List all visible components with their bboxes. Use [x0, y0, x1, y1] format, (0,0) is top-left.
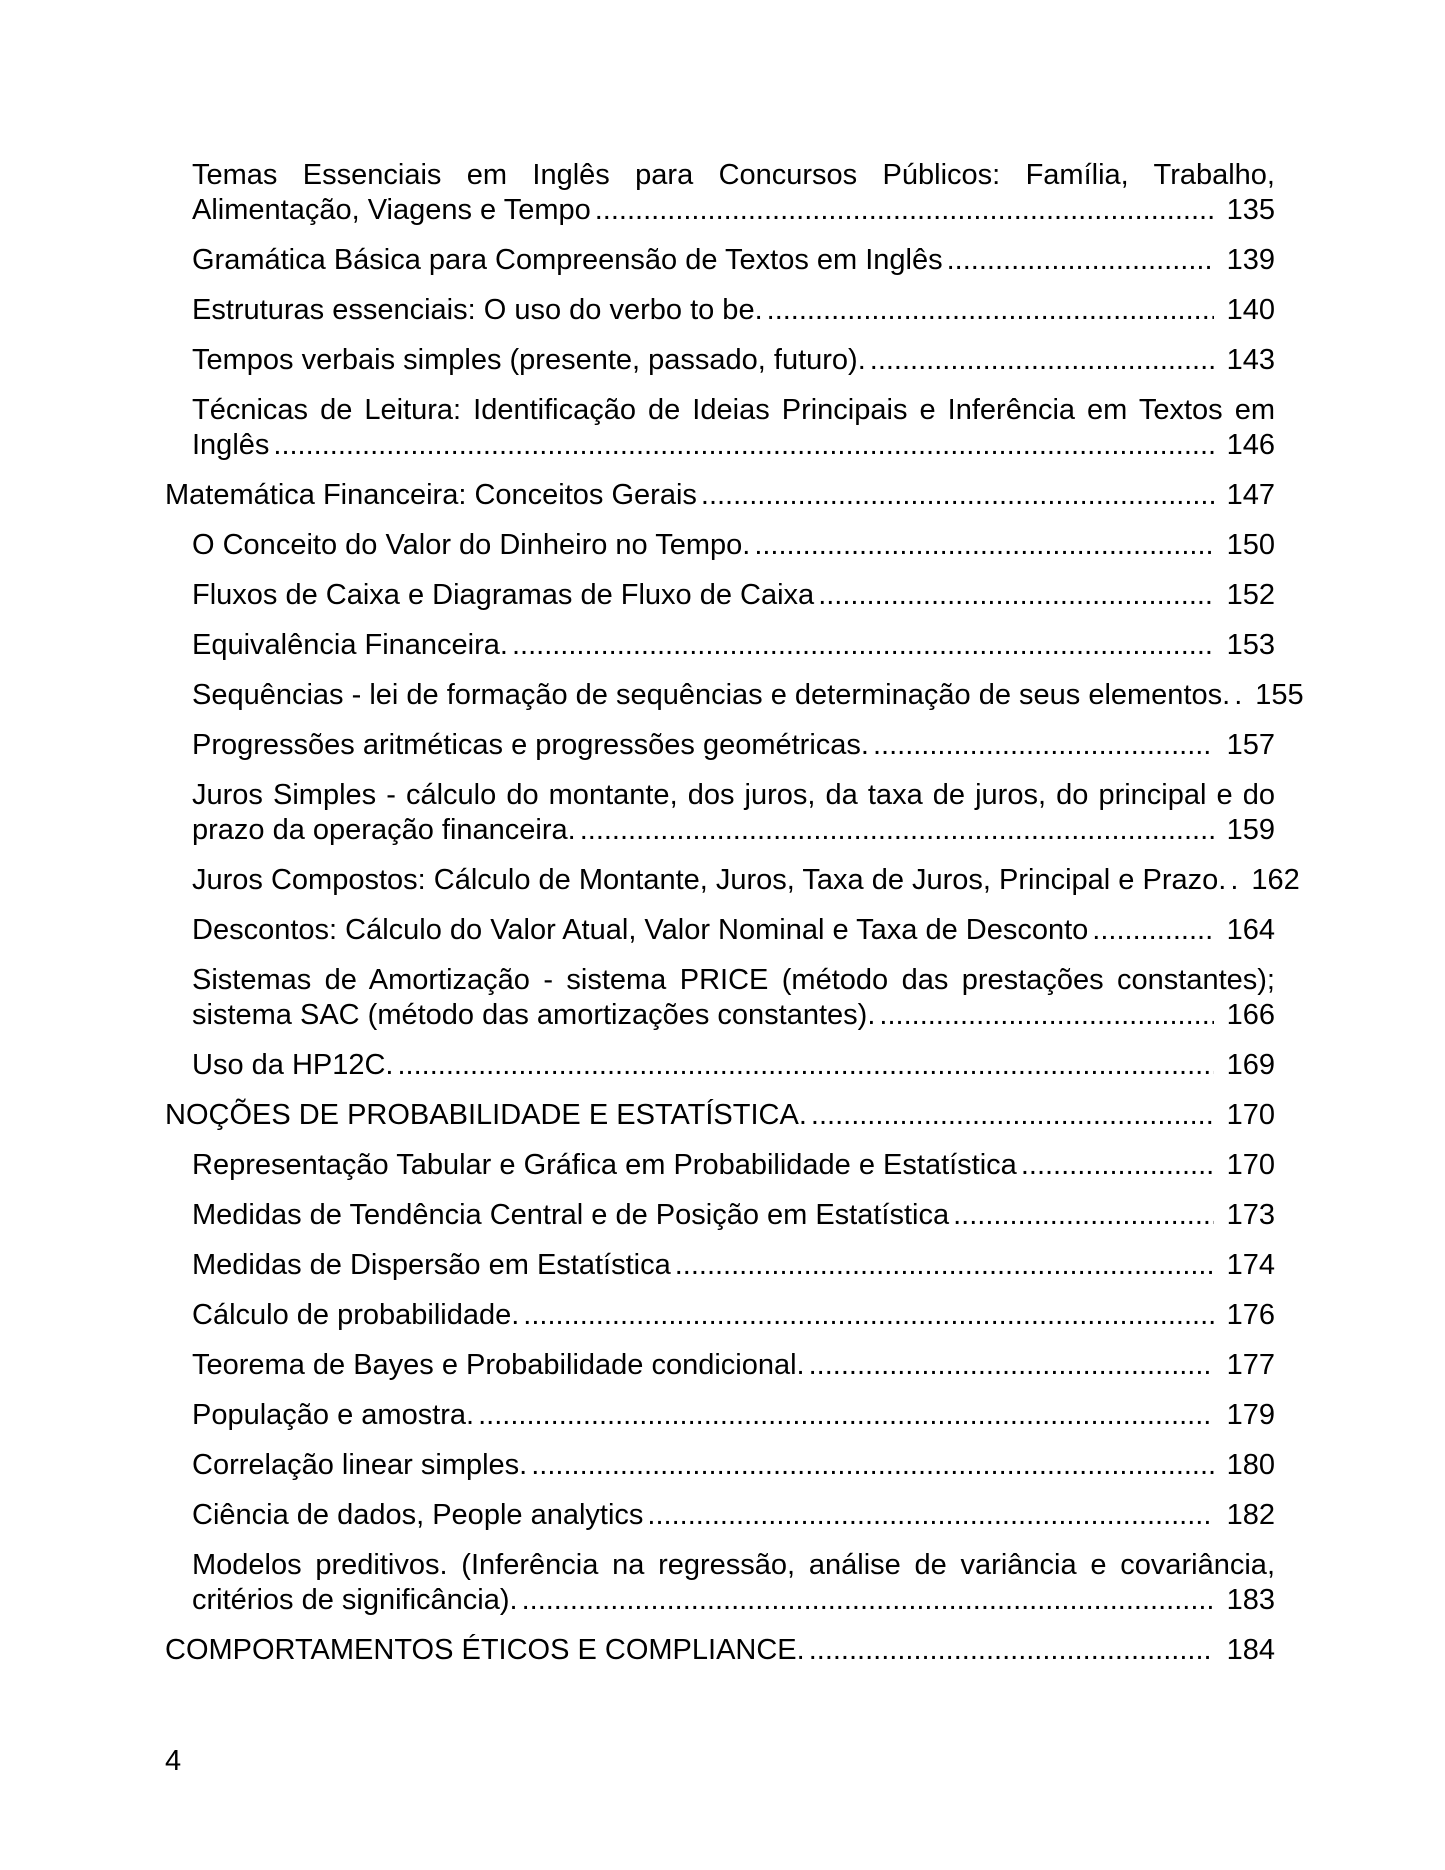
toc-entry-page-number: 159 — [1226, 814, 1275, 846]
toc-entry-last-line — [192, 1398, 1275, 1433]
toc-entry-title: Matemática Financeira: Conceitos Gerais — [165, 479, 697, 511]
toc-entry-title: Gramática Básica para Compreensão de Textos em Inglês — [192, 244, 943, 276]
toc-entry — [165, 1248, 1275, 1283]
dot-leader — [647, 1498, 1213, 1533]
toc-entry-title: Teorema de Bayes e Probabilidade condicional. — [192, 1349, 805, 1381]
toc-entry-title: Sequências - lei de formação de sequências e determinação de seus elementos. — [192, 679, 1231, 711]
toc-entry-text-line: Temas Essenciais em Inglês para Concursos Públicos: Família, Trabalho, — [192, 159, 1275, 191]
toc-entry-page-number: 146 — [1226, 429, 1275, 461]
dot-leader — [273, 428, 1213, 463]
dot-leader — [809, 1348, 1214, 1383]
dot-leader — [818, 578, 1213, 613]
toc-entry — [165, 678, 1304, 713]
toc-entry-page-number: 166 — [1226, 999, 1275, 1031]
toc-entry-page-number: 152 — [1226, 579, 1275, 611]
dot-leader — [1021, 1148, 1214, 1183]
toc-entry — [165, 158, 1275, 228]
dot-leader — [754, 528, 1213, 563]
toc-entry-page-number: 184 — [1226, 1634, 1275, 1666]
toc-entry-page-number: 170 — [1226, 1149, 1275, 1181]
toc-entry — [165, 343, 1275, 378]
toc-entry-last-line — [192, 1498, 1275, 1533]
toc-entry-page-number: 164 — [1226, 914, 1275, 946]
toc-entry — [165, 628, 1275, 663]
toc-entry-last-line — [165, 478, 1275, 513]
toc-entry — [165, 1298, 1275, 1333]
toc-entry-title: Cálculo de probabilidade. — [192, 1299, 520, 1331]
toc-entry-page-number: 176 — [1226, 1299, 1275, 1331]
dot-leader — [523, 1298, 1213, 1333]
toc-entry-page-number: 182 — [1226, 1499, 1275, 1531]
toc-entry-last-line — [192, 913, 1275, 948]
toc-entry-last-line — [192, 998, 1275, 1033]
toc-entry — [165, 963, 1275, 1033]
toc-entry-title: Medidas de Dispersão em Estatística — [192, 1249, 671, 1281]
toc-entry-title: Estruturas essenciais: O uso do verbo to be. — [192, 294, 763, 326]
dot-leader — [811, 1098, 1214, 1133]
dot-leader — [1234, 678, 1242, 713]
toc-entry-page-number: 177 — [1226, 1349, 1275, 1381]
dot-leader — [947, 243, 1214, 278]
toc-entry-last-line — [192, 1448, 1275, 1483]
toc-entry-title: Alimentação, Viagens e Tempo — [192, 194, 591, 226]
dot-leader — [879, 998, 1213, 1033]
toc-entry-last-line — [192, 1583, 1275, 1618]
toc-entry — [165, 863, 1300, 898]
dot-leader — [478, 1398, 1213, 1433]
toc-entry — [165, 1548, 1275, 1618]
dot-leader — [522, 1583, 1214, 1618]
toc-entry-last-line — [192, 343, 1275, 378]
toc-entry-text-line: Técnicas de Leitura: Identificação de Ideias Principais e Inferência em Textos em — [192, 394, 1275, 426]
toc-entry-title: Fluxos de Caixa e Diagramas de Fluxo de Caixa — [192, 579, 815, 611]
toc-entry — [165, 243, 1275, 278]
toc-entry — [165, 578, 1275, 613]
toc-entry-title: Representação Tabular e Gráfica em Probabilidade e Estatística — [192, 1149, 1017, 1181]
toc-entry-title: Uso da HP12C. — [192, 1049, 394, 1081]
toc-entry — [165, 1048, 1275, 1083]
toc-entry-page-number: 179 — [1226, 1399, 1275, 1431]
toc-entry-title: NOÇÕES DE PROBABILIDADE E ESTATÍSTICA. — [165, 1099, 807, 1131]
toc-entry-page-number: 174 — [1226, 1249, 1275, 1281]
toc-entry-last-line — [192, 293, 1275, 328]
toc-entry-last-line — [192, 528, 1275, 563]
toc-entry-title: Ciência de dados, People analytics — [192, 1499, 644, 1531]
dot-leader — [701, 478, 1214, 513]
toc-entry — [165, 1098, 1275, 1133]
toc-entry-title: Inglês — [192, 429, 270, 461]
toc-entry — [165, 1348, 1275, 1383]
dot-leader — [580, 813, 1214, 848]
toc-entry-title: prazo da operação financeira. — [192, 814, 576, 846]
toc-entry — [165, 728, 1275, 763]
toc-entry-page-number: 155 — [1255, 679, 1304, 711]
dot-leader — [809, 1633, 1214, 1668]
toc-entry — [165, 1148, 1275, 1183]
toc-entry-title: Correlação linear simples. — [192, 1449, 528, 1481]
dot-leader — [512, 628, 1214, 663]
toc-entry-page-number: 183 — [1226, 1584, 1275, 1616]
toc-entry-page-number: 180 — [1226, 1449, 1275, 1481]
toc-entry — [165, 1398, 1275, 1433]
toc-entry-title: Tempos verbais simples (presente, passado, futuro). — [192, 344, 866, 376]
toc-entry-last-line — [192, 428, 1275, 463]
dot-leader — [873, 728, 1214, 763]
toc-entry-last-line — [192, 1348, 1275, 1383]
toc-entry — [165, 293, 1275, 328]
toc-entry-last-line — [192, 193, 1275, 228]
toc-entry-page-number: 139 — [1226, 244, 1275, 276]
toc-entry-page-number: 162 — [1251, 864, 1300, 896]
toc-entry — [165, 393, 1275, 463]
toc-entry — [165, 478, 1275, 513]
toc-entry-last-line — [192, 578, 1275, 613]
page-number: 4 — [165, 1745, 182, 1777]
toc-entry-title: População e amostra. — [192, 1399, 475, 1431]
toc-entry-page-number: 135 — [1226, 194, 1275, 226]
dot-leader — [870, 343, 1214, 378]
dot-leader — [953, 1198, 1213, 1233]
toc-entry — [165, 528, 1275, 563]
toc-entry-last-line — [192, 728, 1275, 763]
toc-entry — [165, 1633, 1275, 1668]
toc-entry-title: Descontos: Cálculo do Valor Atual, Valor Nominal e Taxa de Desconto — [192, 914, 1089, 946]
toc-entry-last-line — [192, 863, 1300, 898]
toc-entry-page-number: 140 — [1226, 294, 1275, 326]
dot-leader — [675, 1248, 1214, 1283]
dot-leader — [1092, 913, 1213, 948]
toc-entry-last-line — [165, 1098, 1275, 1133]
dot-leader — [398, 1048, 1214, 1083]
page-footer — [165, 1744, 1275, 1779]
toc-entry-last-line — [192, 1048, 1275, 1083]
toc-entry-last-line — [192, 1298, 1275, 1333]
toc-entry-title: Juros Compostos: Cálculo de Montante, Juros, Taxa de Juros, Principal e Prazo. — [192, 864, 1227, 896]
toc-entry-last-line — [192, 1148, 1275, 1183]
toc-entry — [165, 913, 1275, 948]
toc-entry-title: Medidas de Tendência Central e de Posição em Estatística — [192, 1199, 950, 1231]
toc-entry-page-number: 147 — [1226, 479, 1275, 511]
toc-entry-text-line: Sistemas de Amortização - sistema PRICE (método das prestações constantes); — [192, 964, 1275, 996]
dot-leader — [595, 193, 1214, 228]
toc-entry-last-line — [192, 1198, 1275, 1233]
table-of-contents — [165, 158, 1304, 1668]
toc-entry-title: sistema SAC (método das amortizações constantes). — [192, 999, 876, 1031]
toc-entry — [165, 1498, 1275, 1533]
toc-entry-last-line — [192, 1248, 1275, 1283]
toc-entry-title: Equivalência Financeira. — [192, 629, 508, 661]
toc-entry-page-number: 173 — [1226, 1199, 1275, 1231]
toc-entry — [165, 778, 1275, 848]
dot-leader — [1230, 863, 1238, 898]
toc-entry — [165, 1198, 1275, 1233]
toc-entry-last-line — [192, 243, 1275, 278]
toc-entry-last-line — [165, 1633, 1275, 1668]
toc-entry-title: critérios de significância). — [192, 1584, 518, 1616]
toc-entry-text-line: Juros Simples - cálculo do montante, dos juros, da taxa de juros, do principal e do — [192, 779, 1275, 811]
toc-entry-page-number: 153 — [1226, 629, 1275, 661]
toc-entry-last-line — [192, 678, 1304, 713]
toc-entry-text-line: Modelos preditivos. (Inferência na regressão, análise de variância e covariância, — [192, 1549, 1275, 1581]
toc-entry-title: COMPORTAMENTOS ÉTICOS E COMPLIANCE. — [165, 1634, 805, 1666]
toc-entry — [165, 1448, 1275, 1483]
toc-entry-page-number: 169 — [1226, 1049, 1275, 1081]
toc-entry-page-number: 150 — [1226, 529, 1275, 561]
dot-leader — [767, 293, 1214, 328]
toc-entry-page-number: 157 — [1226, 729, 1275, 761]
toc-entry-page-number: 170 — [1226, 1099, 1275, 1131]
toc-entry-title: Progressões aritméticas e progressões geométricas. — [192, 729, 869, 761]
toc-entry-page-number: 143 — [1226, 344, 1275, 376]
toc-entry-last-line — [192, 628, 1275, 663]
toc-entry-last-line — [192, 813, 1275, 848]
toc-entry-title: O Conceito do Valor do Dinheiro no Tempo. — [192, 529, 751, 561]
dot-leader — [531, 1448, 1213, 1483]
